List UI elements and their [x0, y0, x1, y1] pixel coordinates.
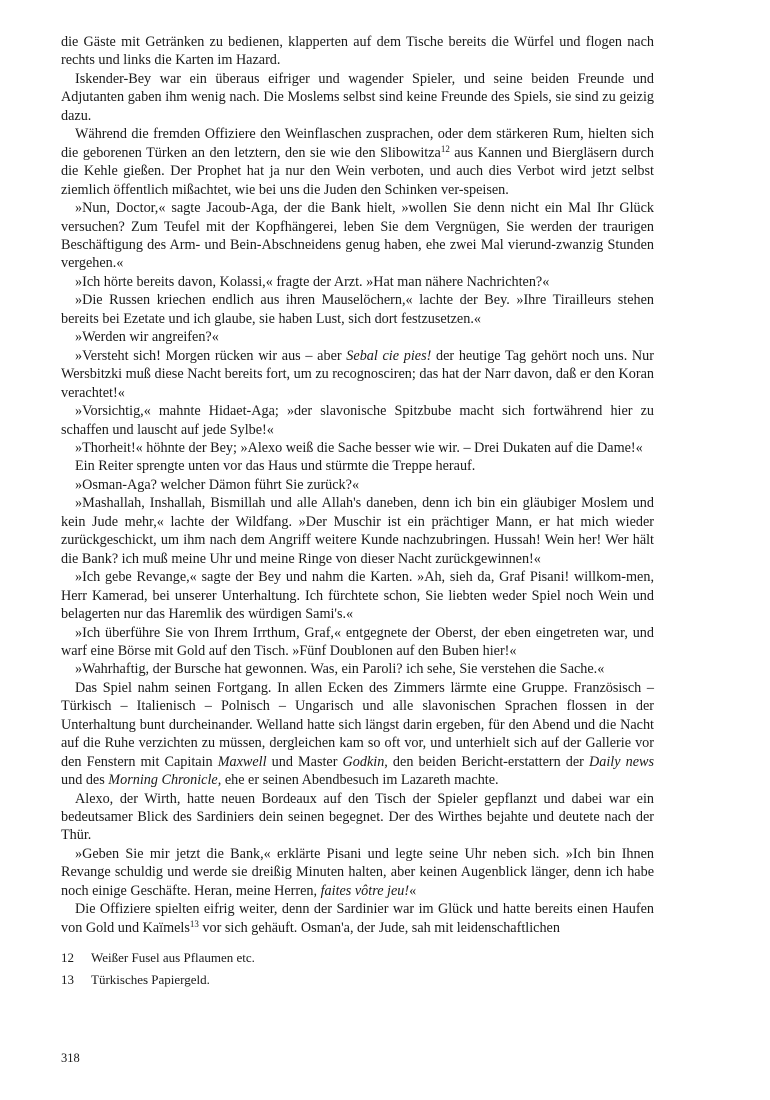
- text-run: , den beiden Bericht-erstattern der: [384, 753, 589, 770]
- body-text: [61, 33, 654, 937]
- text-run: Ein Reiter sprengte unten vor das Haus und stürmte die Treppe herauf.: [75, 458, 476, 475]
- footnote-ref: 13: [189, 918, 199, 929]
- paragraph: [61, 679, 654, 790]
- text-run: Die Offiziere spielten eifrig weiter, denn der Sardinier war im Glück und hatte bereits einen Haufen von Gold und Kaïmels: [61, 901, 654, 936]
- text-run: aus Kannen und Biergläsern durch die Kehle gießen. Der Prophet hat ja nur den Wein verboten, und auch dies Verbot wird jetzt selbst ziemlich öffentlich mißachtet, wie bei uns die Juden den Schinken ver-speisen.: [61, 144, 654, 198]
- paragraph: [61, 199, 654, 273]
- page: [61, 33, 654, 991]
- text-run: »Werden wir angreifen?«: [75, 329, 219, 346]
- text-run: ehe er seinen Abendbesuch im Lazareth machte.: [221, 772, 499, 789]
- italic-text: Daily news: [588, 753, 654, 770]
- italic-text: faites vôtre jeu!: [320, 882, 410, 899]
- paragraph: [61, 476, 654, 494]
- text-run: »Ich gebe Revange,« sagte der Bey und nahm die Karten. »Ah, sieh da, Graf Pisani! willkom-men, Herr Kamerad, bei unserer Unterhaltung. Ich fürchtete schon, Sie liebten weder Spiel noch Wein und belagerten nur das Haremlik des würdigen Sami's.«: [61, 569, 654, 623]
- page-number: 318: [61, 1051, 80, 1065]
- paragraph: [61, 402, 654, 439]
- paragraph: [61, 273, 654, 291]
- text-run: »Geben Sie mir jetzt die Bank,« erklärte Pisani und legte seine Uhr neben sich. »Ich bin Ihnen Revange schuldig und werde sie dreißig Minuten halten, aber keinen Augenblick länger, denn ich habe noch einige Geschäfte. Heran, meine Herren,: [61, 845, 654, 899]
- text-run: »Versteht sich! Morgen rücken wir aus – aber: [75, 347, 347, 364]
- text-run: »Die Russen kriechen endlich aus ihren Mauselöchern,« lachte der Bey. »Ihre Tirailleurs stehen bereits bei Ezetate und ich glaube, sie haben Lust, sich dort festzusetzen.«: [61, 292, 654, 327]
- paragraph: [61, 790, 654, 845]
- text-run: »Ich hörte bereits davon, Kolassi,« fragte der Arzt. »Hat man nähere Nachrichten?«: [75, 273, 550, 290]
- text-run: Das Spiel nahm seinen Fortgang. In allen Ecken des Zimmers lärmte eine Gruppe. Französisch – Türkisch – Italienisch – Polnisch – Ungarisch und alle slavonischen Sprachen flossen in der Unterhaltung bunt durcheinander. Welland hatte sich längst darin ergeben, für den Abend und die Nacht auf die Ruhe verzichten zu müssen, dergleichen kam so oft vor, und unterhielt sich auf der Gallerie vor den Fenstern mit Capitain: [61, 679, 654, 770]
- text-run: die Gäste mit Getränken zu bedienen, klapperten auf dem Tische bereits die Würfel und flogen nach rechts und links die Karten im Hazard.: [61, 34, 654, 69]
- text-run: »Nun, Doctor,« sagte Jacoub-Aga, der die Bank hielt, »wollen Sie denn nicht ein Mal Ihr Glück versuchen? Zum Teufel mit der Kopfhängerei, leben Sie dem Vergnügen, Sie werden der traurigen Beschäftigung des Arm- und Bein-Abschneidens genug haben, ehe zwei Mal vierund-zwanzig Stunden vergehen.«: [61, 200, 654, 272]
- text-run: »Osman-Aga? welcher Dämon führt Sie zurück?«: [75, 476, 360, 493]
- text-run: und Master: [266, 753, 343, 770]
- footnote-text: Weißer Fusel aus Pflaumen etc.: [91, 950, 255, 966]
- text-run: der heutige Tag gehört noch uns. Nur Wersbitzki muß diese Nacht bereits fort, um zu recognosciren; das hat der Narr davon, daß er den Koran verachtet!«: [61, 347, 654, 401]
- paragraph: [61, 568, 654, 623]
- text-run: Während die fremden Offiziere den Weinflaschen zusprachen, oder dem stärkeren Rum, hielten sich die geborenen Türken an den letztern, den sie wie den Slibowitza: [61, 126, 654, 161]
- paragraph: [61, 457, 654, 475]
- footnote-ref: 12: [440, 143, 450, 154]
- text-run: »Ich überführe Sie von Ihrem Irrthum, Graf,« entgegnete der Oberst, der eben eingetreten war, und warf eine Börse mit Gold auf den Tisch. »Fünf Doublonen auf den Buben hier!«: [61, 624, 654, 659]
- footnotes: [61, 947, 654, 991]
- italic-text: Godkin: [342, 753, 385, 770]
- italic-text: Sebal cie pies!: [346, 347, 432, 364]
- paragraph: [61, 70, 654, 125]
- paragraph: [61, 125, 654, 199]
- paragraph: [61, 347, 654, 402]
- footnote-text: Türkisches Papiergeld.: [91, 972, 210, 988]
- text-run: »Thorheit!« höhnte der Bey; »Alexo weiß die Sache besser wie wir. – Drei Dukaten auf die Dame!«: [75, 439, 643, 456]
- footnote-number: 13: [61, 972, 74, 988]
- paragraph: [61, 624, 654, 661]
- footnote: [61, 969, 654, 991]
- text-run: Iskender-Bey war ein überaus eifriger und wagender Spieler, und seine beiden Freunde und Adjutanten gaben ihm wenig nach. Die Moslems selbst sind keine Freunde des Spiels, sie sind zu geizig dazu.: [61, 70, 654, 124]
- text-run: vor sich gehäuft. Osman'a, der Jude, sah mit leidenschaftlichen: [198, 919, 560, 936]
- text-run: und des: [61, 772, 109, 789]
- text-run: »Vorsichtig,« mahnte Hidaet-Aga; »der slavonische Spitzbube macht sich fortwährend hier zu schaffen und lauscht auf jede Sylbe!«: [61, 403, 654, 438]
- italic-text: Maxwell: [217, 753, 267, 770]
- paragraph: [61, 33, 654, 70]
- paragraph: [61, 494, 654, 568]
- footnote-number: 12: [61, 950, 74, 966]
- paragraph: [61, 328, 654, 346]
- text-run: »Mashallah, Inshallah, Bismillah und alle Allah's daneben, denn ich bin ein gläubiger Moslem und kein Jude mehr,« lachte der Wildfang. »Der Muschir ist ein prächtiger Mann, er hat mich wieder zurückgeschickt, um ihm nach dem Angriff weitere Kunde nachzubringen. Hussah! Wein her! Wer hält die Bank? ich muß meine Uhr und meine Ringe von dieser Nacht zurückgewinnen!«: [61, 495, 654, 567]
- paragraph: [61, 660, 654, 678]
- italic-text: Morning Chronicle,: [108, 772, 222, 789]
- paragraph: [61, 439, 654, 457]
- paragraph: [61, 291, 654, 328]
- footnote: [61, 947, 654, 969]
- text-run: «: [409, 882, 417, 899]
- paragraph: [61, 900, 654, 937]
- text-run: »Wahrhaftig, der Bursche hat gewonnen. Was, ein Paroli? ich sehe, Sie verstehen die Sache.«: [75, 661, 605, 678]
- paragraph: [61, 845, 654, 900]
- text-run: Alexo, der Wirth, hatte neuen Bordeaux auf den Tisch der Spieler gepflanzt und dabei war ein bedeutsamer Blick des Sardiniers dein seinen begegnet. Der des Wirthes bejahte und deutete nach der Thür.: [61, 790, 654, 844]
